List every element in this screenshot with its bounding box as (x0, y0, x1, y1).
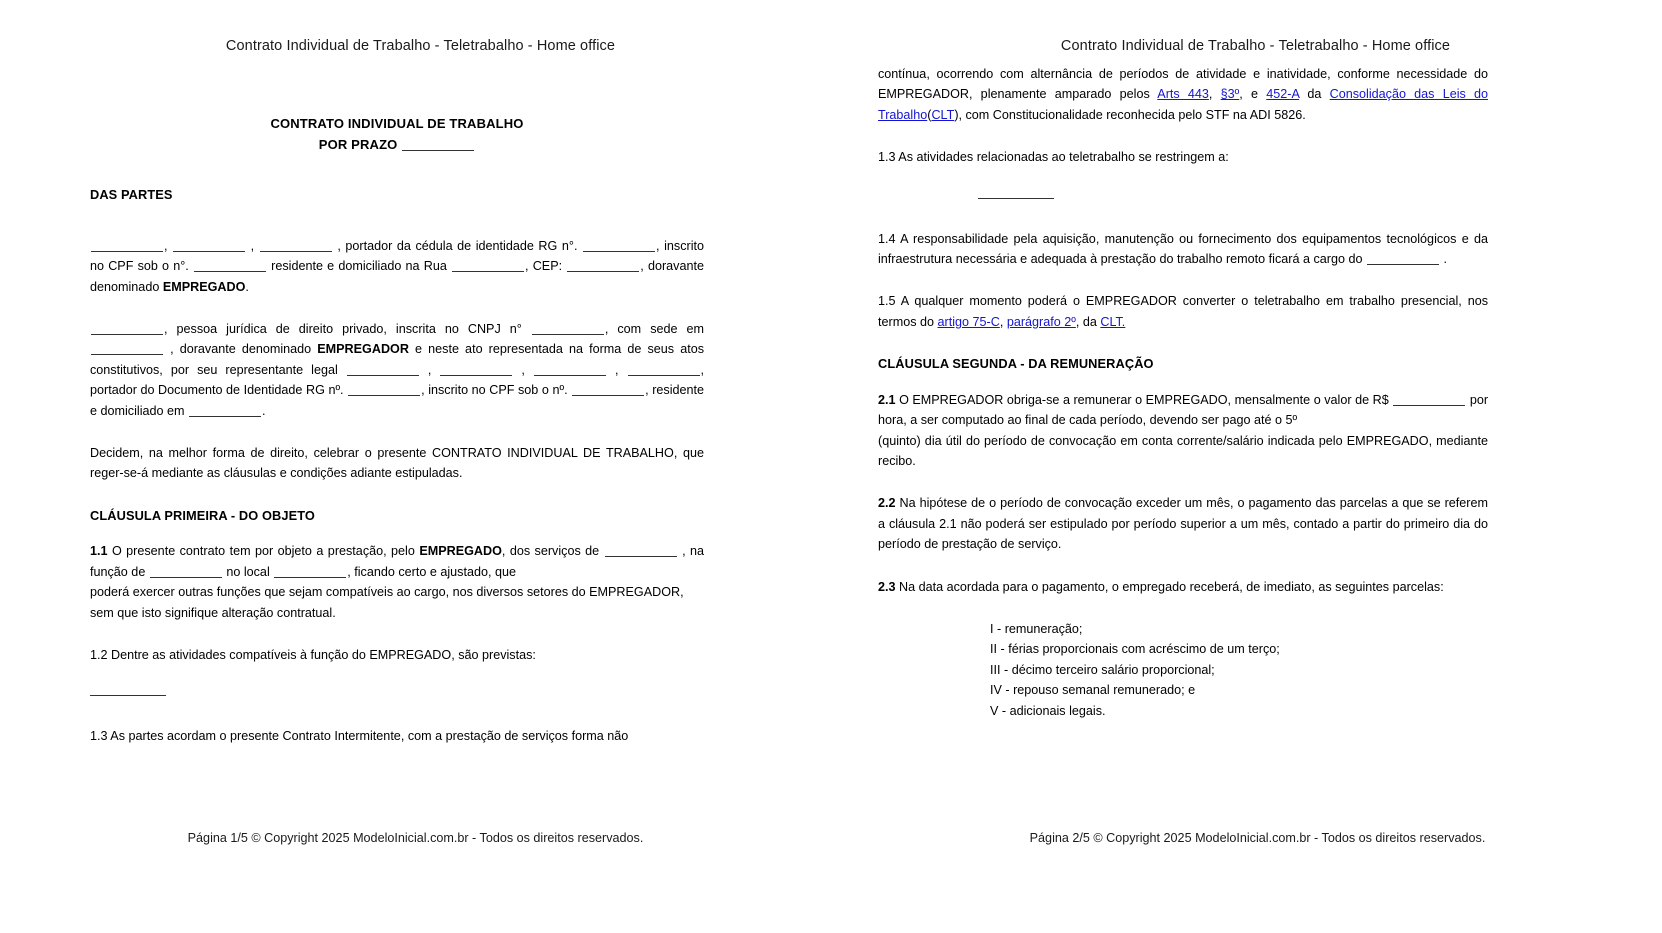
paragraph-item-1-1-cont: poderá exercer outras funções que sejam compatíveis ao cargo, nos diversos setores do EMPREGADOR, sem que isto signifique alteração contratual. (90, 585, 684, 620)
item-1-5-text-2: , (999, 314, 1004, 329)
empregador-text-8: nº. (552, 383, 568, 398)
fill-blank-cep[interactable] (567, 261, 639, 272)
fill-blank-sede[interactable] (91, 345, 163, 356)
list-item: V - adicionais legais. (990, 703, 1106, 718)
list-item: II - férias proporcionais com acréscimo de um terço; (990, 642, 1280, 657)
page-1-content (90, 92, 704, 747)
fill-blank-cpf[interactable] (194, 261, 266, 272)
link-paragrafo-3[interactable]: §3º (1220, 87, 1240, 102)
cont-text-4: da (1307, 87, 1322, 102)
contract-title (90, 114, 704, 155)
link-consolidacao-leis-trabalho[interactable]: Consolidação das Leis do Trabalho (878, 87, 1489, 122)
contract-title-line-1: CONTRATO INDIVIDUAL DE TRABALHO (270, 116, 524, 131)
empregado-text-2: , inscrito no CPF sob o n°. (90, 238, 704, 274)
fill-blank-local[interactable] (274, 567, 346, 578)
list-item: I - remuneração; (990, 621, 1083, 636)
fill-blank-rep-profissao[interactable] (628, 365, 700, 376)
item-2-1-text-2: por hora, a ser computado ao final de cada período, devendo ser pago até o 5º (878, 392, 1489, 428)
list-item: IV - repouso semanal remunerado; e (990, 683, 1196, 698)
empregador-text-1: , pessoa jurídica de direito privado, inscrita no CNPJ n° (164, 321, 522, 336)
list-item: III - décimo terceiro salário proporcional; (990, 662, 1215, 677)
section-heading-clausula-segunda: CLÁUSULA SEGUNDA - DA REMUNERAÇÃO (878, 356, 1154, 372)
paragraph-item-1-3-right: 1.3 As atividades relacionadas ao teletrabalho se restringem a: (878, 150, 1229, 165)
paragraph-decidem: Decidem, na melhor forma de direito, celebrar o presente CONTRATO INDIVIDUAL DE TRABALHO, que reger-se-á mediante as cláusulas e condições adiante estipuladas. (90, 445, 704, 481)
item-1-1-text-5: , ficando certo e ajustado, que (347, 564, 516, 579)
fill-blank-rep-estado-civil[interactable] (534, 365, 606, 376)
empregado-text-5: , doravante denominado (90, 259, 704, 294)
fill-blank-rep-cpf[interactable] (572, 385, 644, 396)
empregado-sep-2: , (250, 238, 255, 253)
link-arts-443[interactable]: Arts 443 (1157, 87, 1209, 102)
empregador-text-9: , residente e domiciliado em (90, 383, 705, 418)
item-1-1-empregado: EMPREGADO (419, 544, 502, 559)
item-1-1-text-4: no local (226, 564, 270, 579)
empregador-text-7: , inscrito no CPF sob o (421, 383, 549, 398)
empregador-text-4: e neste ato representada na forma de seus (415, 342, 675, 357)
fill-blank-prazo[interactable] (402, 139, 474, 150)
fill-blank-rua[interactable] (452, 261, 524, 272)
item-1-1-text-2: , dos serviços de (501, 544, 600, 559)
fill-blank-valor-hora[interactable] (1393, 395, 1465, 406)
link-452-a[interactable]: 452-A (1266, 87, 1300, 102)
paragraph-continuacao (878, 64, 1488, 125)
empregado-text-6: . (245, 279, 249, 294)
item-1-1-text-3: , na função de (90, 544, 705, 579)
paragraph-item-1-2: 1.2 Dentre as atividades compatíveis à função do EMPREGADO, são previstas: (90, 647, 536, 662)
cont-text-2: , (1208, 87, 1213, 102)
fill-blank-servicos[interactable] (605, 547, 677, 558)
parcelas-list (990, 619, 1488, 721)
section-heading-das-partes: DAS PARTES (90, 187, 173, 203)
item-2-3-number: 2.3 (878, 579, 896, 594)
page-1-footer: Página 1/5 © Copyright 2025 ModeloInicial.com.br - Todos os direitos reservados. (187, 831, 644, 845)
item-1-4-text: 1.4 A responsabilidade pela aquisição, manutenção ou fornecimento dos equipamentos tecnológicos e da infraestrutura necessária e adequada à prestação do trabalho remoto ficará a cargo do (878, 231, 1488, 266)
link-artigo-75-c[interactable]: artigo 75-C (937, 314, 1000, 329)
empregado-sep-1: , (164, 238, 168, 253)
fill-blank-cnpj[interactable] (532, 324, 604, 335)
link-clt-2[interactable]: CLT. (1100, 314, 1126, 329)
paragraph-item-2-2 (878, 493, 1488, 554)
cont-text-5: ( (927, 107, 932, 122)
page-2-content (878, 64, 1488, 721)
page-2-header: Contrato Individual de Trabalho - Teletrabalho - Home office (1060, 38, 1451, 54)
empregado-label: EMPREGADO (162, 279, 246, 294)
item-2-2-text: Na hipótese de o período de convocação exceder um mês, o pagamento das parcelas a que se referem a cláusula 2.1 não poderá ser estipulado por período superior a um mês, contado a partir do primeiro dia do período de prestação de serviço. (878, 496, 1488, 552)
paragraph-item-1-1 (90, 541, 704, 582)
paragraph-item-2-1 (878, 390, 1488, 431)
item-2-1-number: 2.1 (878, 392, 896, 407)
section-heading-clausula-primeira: CLÁUSULA PRIMEIRA - DO OBJETO (90, 507, 315, 523)
link-clt[interactable]: CLT (931, 107, 955, 122)
empregador-text-10: . (262, 403, 266, 418)
fill-blank-rep-rg[interactable] (348, 385, 420, 396)
fill-blank-responsavel-equipamentos[interactable] (1367, 254, 1439, 265)
page-2-footer: Página 2/5 © Copyright 2025 ModeloInicial.com.br - Todos os direitos reservados. (1029, 831, 1486, 845)
empregado-text-3: residente e domiciliado na Rua (271, 259, 447, 274)
item-1-5-text-3: , da (1075, 314, 1097, 329)
fill-blank-rep-endereco[interactable] (189, 406, 261, 417)
empregador-text-6: , portador do Documento de Identidade RG nº. (90, 362, 705, 398)
item-1-4-text-end: . (1443, 251, 1447, 266)
item-2-2-number: 2.2 (878, 496, 896, 511)
fill-blank-nome-empregado[interactable] (91, 241, 163, 252)
fill-blank-rep-nacionalidade[interactable] (440, 365, 512, 376)
cont-text-6: ), com Constitucionalidade reconhecida pelo STF na ADI 5826. (954, 107, 1306, 122)
fill-blank-rg[interactable] (583, 241, 655, 252)
empregador-text-2: , com sede em (604, 321, 705, 336)
empregador-text-5: atos constitutivos, por seu representante legal (90, 342, 705, 377)
empregador-text-3: , doravante denominado (170, 342, 312, 357)
cont-text-3: , e (1239, 87, 1258, 102)
fill-blank-funcao[interactable] (150, 567, 222, 578)
paragraph-item-1-4 (878, 229, 1488, 270)
paragraph-item-1-5 (878, 291, 1488, 332)
fill-blank-rep-nome[interactable] (347, 365, 419, 376)
fill-blank-estado-civil[interactable] (260, 241, 332, 252)
link-paragrafo-2[interactable]: parágrafo 2º (1006, 314, 1076, 329)
cont-text-1: contínua, ocorrendo com alternância de períodos de atividade e inatividade, conforme necessidade do EMPREGADOR, plenamente amparado pelos (878, 67, 1488, 102)
item-2-3-text: Na data acordada para o pagamento, o empregado receberá, de imediato, as seguintes parcelas: (899, 579, 1444, 594)
page-2 (831, 0, 1662, 933)
fill-blank-nacionalidade[interactable] (173, 241, 245, 252)
paragraph-item-1-3: 1.3 As partes acordam o presente Contrato Intermitente, com a prestação de serviços forma não (90, 729, 629, 744)
paragraph-empregador: , pessoa jurídica de direito privado, inscrita no CNPJ n° , com sede em , doravante denominado EMPREGADOR e neste ato representada na forma de seus atos constitutivos, por seu representante legal , , , , portador do Documento de Identidade RG nº. , inscrito no CPF sob o nº. , residente e domiciliado em . (90, 321, 705, 418)
paragraph-item-2-3 (878, 577, 1488, 597)
item-1-1-number: 1.1 (90, 544, 108, 559)
item-1-1-text-1: O presente contrato tem por objeto a prestação, pelo (111, 544, 415, 559)
empregado-text-4: , CEP: (525, 259, 563, 274)
page-1-header: Contrato Individual de Trabalho - Teletrabalho - Home office (225, 38, 616, 54)
empregado-text-1: , portador da cédula de identidade RG n°. (337, 238, 578, 253)
contract-title-line-2-text: POR PRAZO (318, 136, 398, 152)
paragraph-empregado (90, 236, 704, 297)
fill-blank-razao-social[interactable] (91, 324, 163, 335)
item-2-1-text-1: O EMPREGADOR obriga-se a remunerar o EMPREGADO, mensalmente o valor de R$ (899, 392, 1389, 407)
paragraph-item-2-1-cont: (quinto) dia útil do período de convocação em conta corrente/salário indicada pelo EMPREGADO, mediante recibo. (878, 433, 1488, 469)
empregador-label: EMPREGADOR (317, 342, 409, 357)
contract-title-line-2 (90, 135, 704, 156)
item-1-5-text-1: 1.5 A qualquer momento poderá o EMPREGADOR converter o teletrabalho em trabalho presencial, nos termos do (878, 294, 1488, 329)
